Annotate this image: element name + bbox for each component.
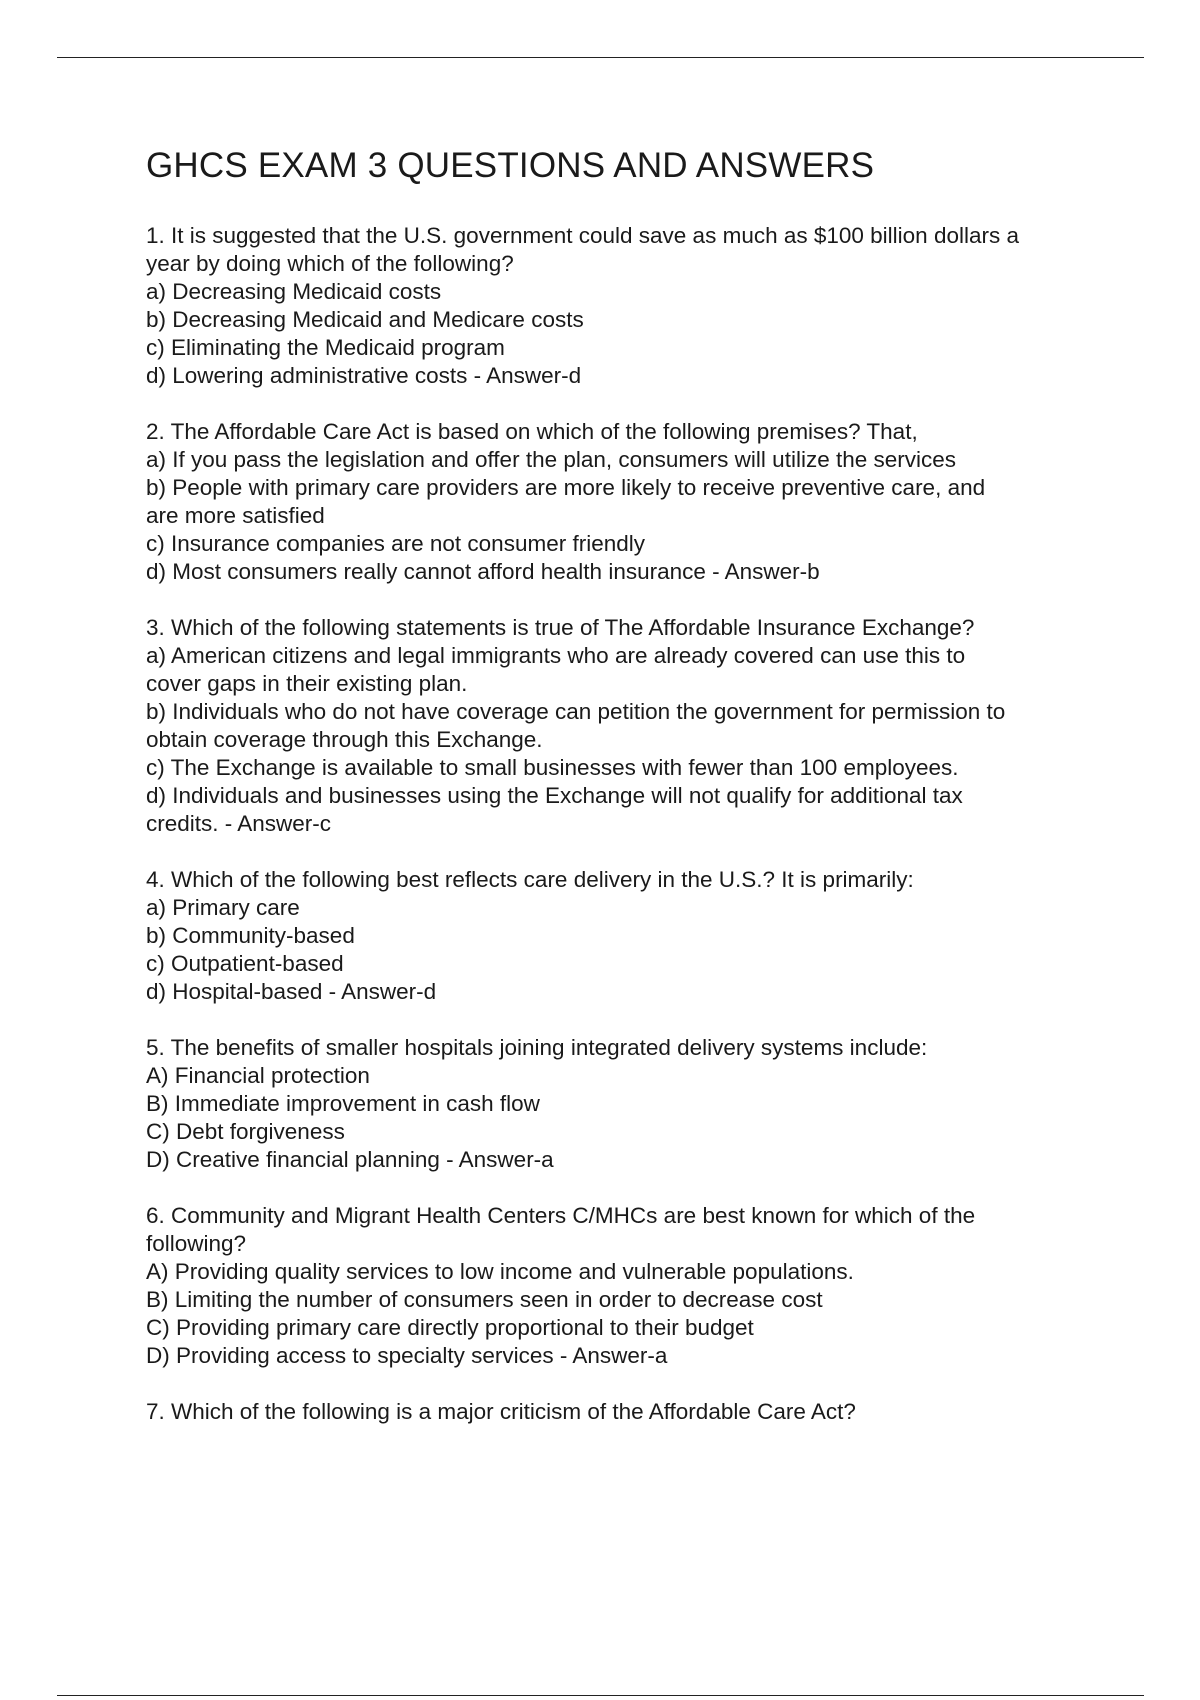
question-block	[146, 418, 1096, 586]
question-line: are more satisfied	[146, 503, 325, 528]
question-text: 3. Which of the following statements is true of The Affordable Insurance Exchange?	[146, 615, 975, 640]
question-line: a) Decreasing Medicaid costs	[146, 279, 442, 304]
question-block	[146, 614, 1096, 838]
question-line: a) If you pass the legislation and offer the plan, consumers will utilize the services	[146, 447, 956, 472]
page-title: GHCS EXAM 3 QUESTIONS AND ANSWERS	[146, 146, 875, 185]
question-line: credits. - Answer-c	[146, 811, 332, 836]
question-line: b) Community-based	[146, 923, 355, 948]
question-line: D) Providing access to specialty services - Answer-a	[146, 1343, 668, 1368]
question-text: 7. Which of the following is a major criticism of the Affordable Care Act?	[146, 1399, 856, 1424]
question-line: a) American citizens and legal immigrants who are already covered can use this to	[146, 643, 966, 668]
question-block	[146, 1398, 1096, 1426]
question-line: following?	[146, 1231, 247, 1256]
question-line: year by doing which of the following?	[146, 251, 514, 276]
question-line: c) Outpatient-based	[146, 951, 344, 976]
question-block	[146, 866, 1096, 1006]
question-line: C) Providing primary care directly proportional to their budget	[146, 1315, 754, 1340]
question-line: d) Lowering administrative costs - Answer-d	[146, 363, 582, 388]
question-line: B) Limiting the number of consumers seen in order to decrease cost	[146, 1287, 823, 1312]
top-divider	[57, 57, 1144, 58]
question-line: c) The Exchange is available to small businesses with fewer than 100 employees.	[146, 755, 959, 780]
question-line: B) Immediate improvement in cash flow	[146, 1091, 540, 1116]
question-line: obtain coverage through this Exchange.	[146, 727, 543, 752]
question-block	[146, 222, 1096, 390]
question-line: b) Decreasing Medicaid and Medicare costs	[146, 307, 584, 332]
bottom-divider	[57, 1695, 1144, 1696]
question-line: D) Creative financial planning - Answer-a	[146, 1147, 554, 1172]
question-text: 5. The benefits of smaller hospitals joining integrated delivery systems include:	[146, 1035, 928, 1060]
question-text: 1. It is suggested that the U.S. government could save as much as $100 billion dollars a	[146, 223, 1019, 248]
question-line: C) Debt forgiveness	[146, 1119, 345, 1144]
document-body	[146, 146, 1096, 1454]
question-block	[146, 1034, 1096, 1174]
question-block	[146, 1202, 1096, 1370]
question-line: a) Primary care	[146, 895, 300, 920]
question-text: 6. Community and Migrant Health Centers C/MHCs are best known for which of the	[146, 1203, 976, 1228]
question-line: d) Most consumers really cannot afford health insurance - Answer-b	[146, 559, 820, 584]
question-line: b) People with primary care providers are more likely to receive preventive care, and	[146, 475, 986, 500]
question-text: 4. Which of the following best reflects care delivery in the U.S.? It is primarily:	[146, 867, 914, 892]
question-list	[146, 222, 1096, 1426]
question-line: d) Hospital-based - Answer-d	[146, 979, 437, 1004]
question-line: A) Financial protection	[146, 1063, 370, 1088]
question-line: c) Eliminating the Medicaid program	[146, 335, 505, 360]
question-line: b) Individuals who do not have coverage can petition the government for permission to	[146, 699, 1006, 724]
question-line: cover gaps in their existing plan.	[146, 671, 468, 696]
question-line: c) Insurance companies are not consumer friendly	[146, 531, 645, 556]
question-text: 2. The Affordable Care Act is based on which of the following premises? That,	[146, 419, 918, 444]
question-line: d) Individuals and businesses using the Exchange will not qualify for additional tax	[146, 783, 963, 808]
question-line: A) Providing quality services to low income and vulnerable populations.	[146, 1259, 854, 1284]
